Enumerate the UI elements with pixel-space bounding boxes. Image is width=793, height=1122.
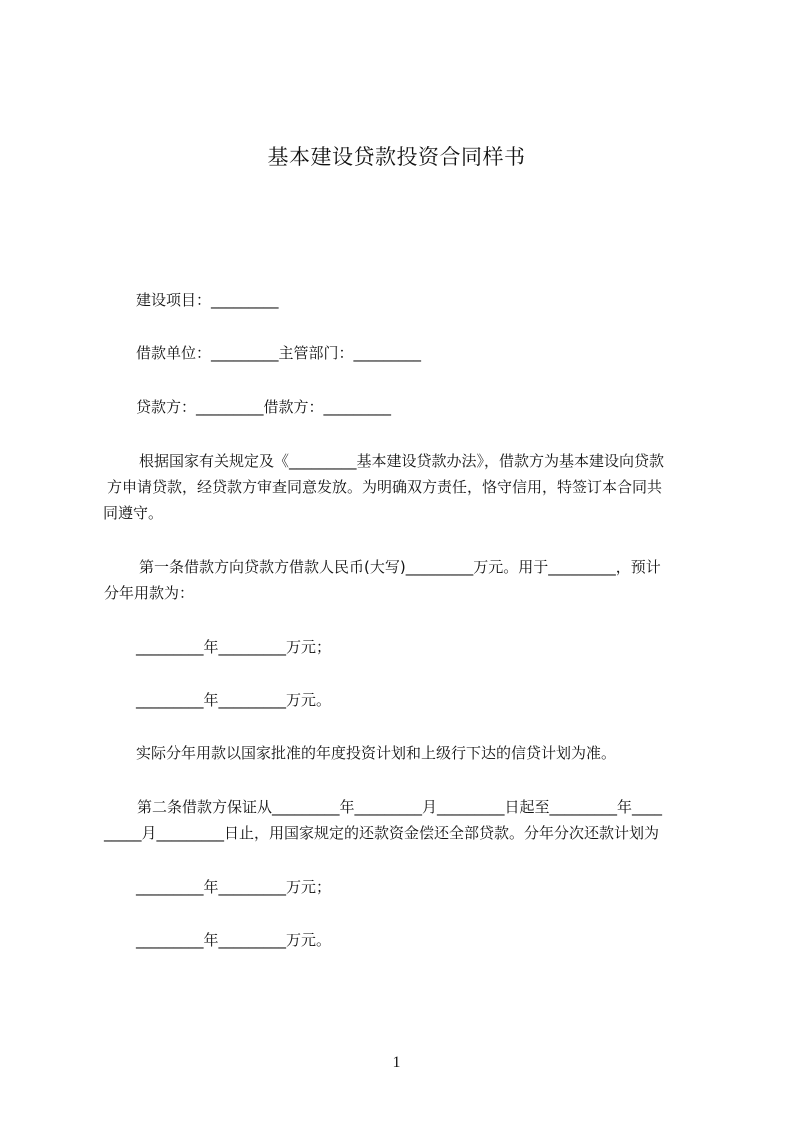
repayment-plan-row: _________年_________万元。 xyxy=(136,931,332,949)
intro-line: 同遵守。 xyxy=(103,504,164,522)
article-2-line: 第二条借款方保证从_________年_________月_________日起至_________年____ xyxy=(137,798,663,816)
field-borrower-unit: 借款单位：_________主管部门：_________ xyxy=(136,344,422,362)
document-title: 基本建设贷款投资合同样书 xyxy=(267,145,526,169)
usage-plan-row: _________年_________万元； xyxy=(136,638,332,656)
repayment-plan-row: _________年_________万元； xyxy=(136,878,332,896)
actual-usage-note: 实际分年用款以国家批准的年度投资计划和上级行下达的信贷计划为准。 xyxy=(136,744,617,762)
usage-plan-row: _________年_________万元。 xyxy=(136,691,332,709)
article-1-line: 分年用款为： xyxy=(104,584,195,602)
intro-line: 根据国家有关规定及《_________基本建设贷款办法》，借款方为基本建设向贷款 xyxy=(139,452,665,470)
article-2-line: _____月_________日止，用国家规定的还款资金偿还全部贷款。分年分次还款计划为 xyxy=(104,824,660,842)
field-construction-project: 建设项目：_________ xyxy=(136,291,279,309)
intro-line: 方申请贷款，经贷款方审查同意发放。为明确双方责任，恪守信用，特签订本合同共 xyxy=(107,478,663,496)
field-lender-borrower: 贷款方：_________借款方：_________ xyxy=(136,398,392,416)
article-1-line: 第一条借款方向贷款方借款人民币(大写)_________万元。用于_________，预计 xyxy=(139,558,661,576)
page-number: 1 xyxy=(392,1054,401,1071)
